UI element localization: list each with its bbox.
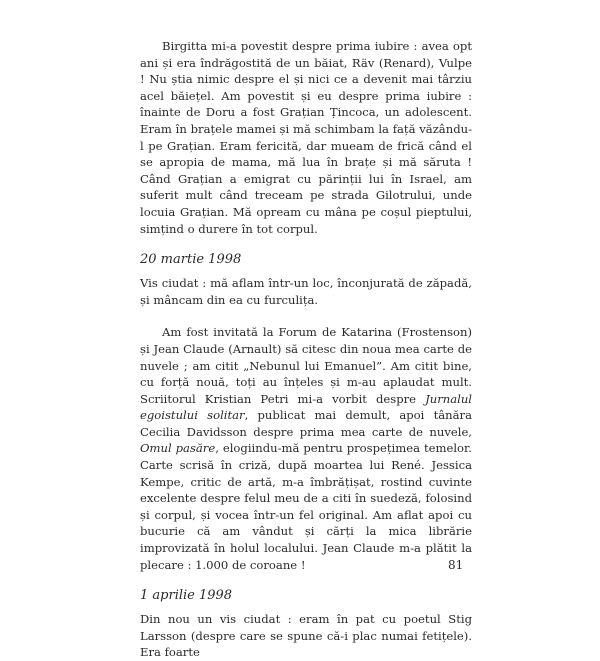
paragraph-strange-dream-snow: Vis ciudat : mă aflam într-un loc, înconjurată de zăpadă, și mâncam din ea cu furculița. [140,276,472,307]
paragraph-forum-reading [140,324,472,573]
date-heading-20-march-1998: 20 martie 1998 [140,252,242,268]
forum-text-part2: , publicat mai demult, apoi tânăra Cecilia Davidsson despre prima mea carte de nuvele, [140,408,472,439]
page-body [140,38,472,661]
date-heading-1-april-1998: 1 aprilie 1998 [140,588,233,604]
book-title-jurnalul: Jurnalul egoistului solitar [140,391,472,423]
forum-text-part3: , elogiindu-mă pentru prospețimea temelor. Carte scrisă în criză, după moartea lui René. Jessica Kempe, critic de artă, m-a îmbrățișat, rostind cuvinte excelente despre felul meu de a citi în suedeză, folosind și corpul, și vocea într-un fel original. Am aflat apoi cu bucurie că am vândut și cărți la mica librărie improvizată în holul localului. Jean Claude m-a plătit la plecare : 1.000 de coroane ! [140,441,472,572]
page-number: 81 [448,558,464,572]
forum-text-part1: Am fost invitată la Forum de Katarina (Frostenson) și Jean Claude (Arnault) să citesc din noua mea carte de nuvele ; am citit „Nebunul lui Emanuel”. Am citit bine, cu forță nouă, toți au înțeles și m-au aplaudat mult. Scriitorul Kristian Petri mi-a vorbit despre [140,325,472,406]
paragraph-strange-dream-poet: Din nou un vis ciudat : eram în pat cu poetul Stig Larsson (despre care se spune că-i plac numai fetițele). Era foarte [140,612,472,660]
book-title-omul-pasare: Omul pasăre [140,441,216,456]
paragraph-first-love: Birgitta mi-a povestit despre prima iubire : avea opt ani și era îndrăgostită de un băiat, Räv (Renard), Vulpe ! Nu știa nimic despre el și nici ce a devenit mai târziu acel băiețel. Am povestit și eu despre prima iubire : înainte de Doru a fost Grațian Țincoca, un adolescent. Eram în brațele mamei și mă schimbam la față văzându-l pe Grațian. Eram fericită, dar mueam de frică când el se apropia de mama, mă lua în brațe și mă săruta ! Când Grațian a emigrat cu părinții lui în Israel, am suferit mult când treceam pe strada Gilotrului, unde locuia Grațian. Mă opream cu mâna pe coșul pieptului, simțind o durere în tot corpul. [140,39,472,236]
